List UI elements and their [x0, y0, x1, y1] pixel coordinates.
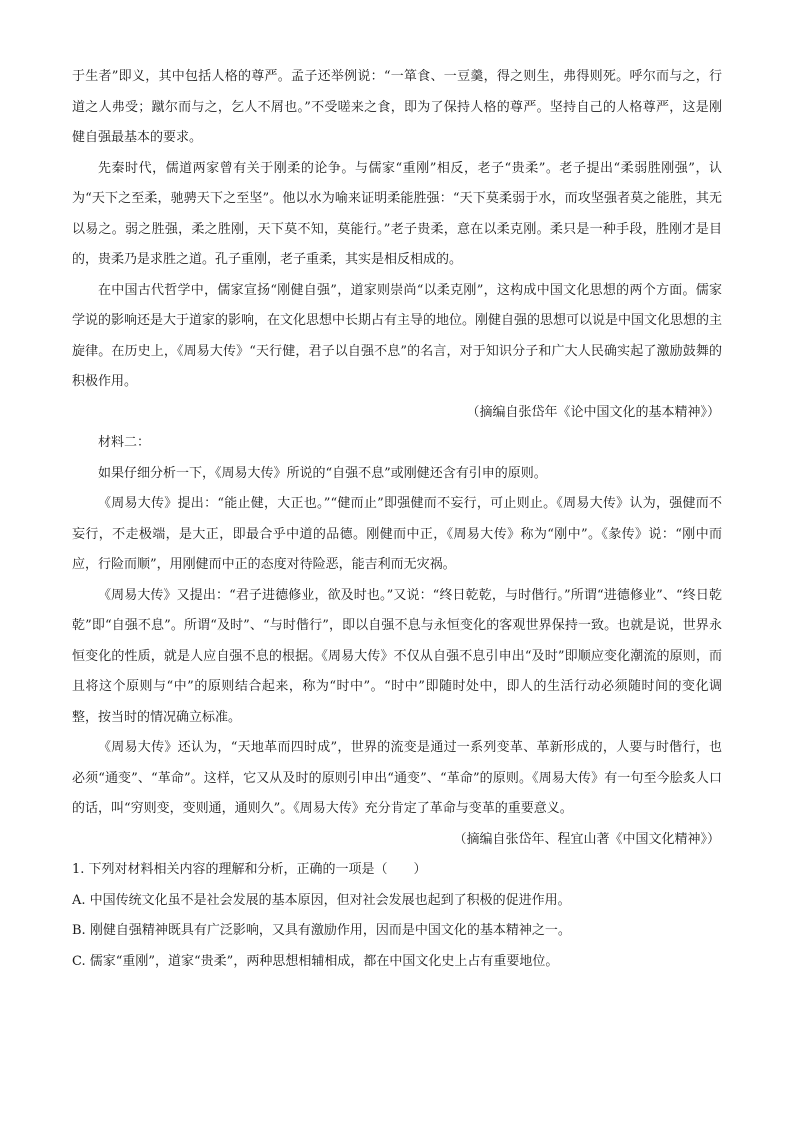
- option-a: A. 中国传统文化虽不是社会发展的基本原因，但对社会发展也起到了积极的促进作用。: [72, 892, 571, 908]
- paragraph-1: 于生者”即义，其中包括人格的尊严。孟子还举例说：“一箪食、一豆羹，得之则生，弗得则死。呼尔而与之，行道之人弗受；蹴尔而与之，乞人不屑也。”不受嗟来之食，即为了保持人格的尊严。坚持自己的人格尊严，这是刚健自强最基本的要求。: [72, 69, 722, 145]
- paragraph-3: 在中国古代哲学中，儒家宣扬“刚健自强”，道家则崇尚“以柔克刚”，这构成中国文化思想的两个方面。儒家学说的影响还是大于道家的影响，在文化思想中长期占有主导的地位。刚健自强的思想可以说是中国文化思想的主旋律。在历史上，《周易大传》“天行健，君子以自强不息”的名言，对于知识分子和广大人民确实起了激励鼓舞的积极作用。: [72, 282, 723, 389]
- material-2-heading: 材料二：: [98, 435, 151, 450]
- option-c: C. 儒家“重刚”，道家“贵柔”，两种思想相辅相成，都在中国文化史上占有重要地位。: [72, 953, 559, 969]
- option-b: B. 刚健自强精神既具有广泛影响，又具有激励作用，因而是中国文化的基本精神之一。: [72, 923, 571, 938]
- paragraph-2: 先秦时代，儒道两家曾有关于刚柔的论争。与儒家“重刚”相反，老子“贵柔”。老子提出“柔弱胜刚强”，认为“天下之至柔，驰骋天下之至坚”。他以水为喻来证明柔能胜强：“天下莫柔弱于水，而攻坚强者莫之能胜，其无以易之。弱之胜强，柔之胜刚，天下莫不知，莫能行。”老子贵柔，意在以柔克刚。柔只是一种手段，胜刚才是目的，贵柔乃是求胜之道。孔子重刚，老子重柔，其实是相反相成的。: [72, 160, 722, 267]
- paragraph-4: 如果仔细分析一下，《周易大传》所说的“自强不息”或刚健还含有引申的原则。: [98, 465, 547, 481]
- question-stem: 1. 下列对材料相关内容的理解和分析，正确的一项是（ ）: [72, 862, 427, 877]
- paragraph-7: 《周易大传》还认为，“天地革而四时成”，世界的流变是通过一系列变革、革新形成的，人要与时偕行，也必须“通变”、“革命”。这样，它又从及时的原则引申出“通变”、“革命”的原则。《周易大传》有一句至今脍炙人口的话，叫“穷则变，变则通，通则久”。《周易大传》充分肯定了革命与变革的重要意义。: [72, 740, 722, 816]
- source-citation-1: （摘编自张岱年《论中国文化的基本精神》）: [466, 404, 720, 420]
- paragraph-6: 《周易大传》又提出：“君子进德修业，欲及时也。”又说：“终日乾乾，与时偕行。”所谓“进德修业”、“终日乾乾”即“自强不息”。所谓“及时”、“与时偕行”，即以自强不息与永恒变化的客观世界保持一致。也就是说，世界永恒变化的性质，就是人应自强不息的根据。《周易大传》不仅从自强不息引申出“及时”即顺应变化潮流的原则，而且将这个原则与“中”的原则结合起来，称为“时中”。“时中”即随时处中，即人的生活行动必须随时间的变化调整，按当时的情况确立标准。: [72, 587, 722, 725]
- paragraph-5: 《周易大传》提出：“能止健，大正也。”“健而止”即强健而不妄行，可止则止。《周易大传》认为，强健而不妄行，不走极端，是大正，即最合乎中道的品德。刚健而中正，《周易大传》称为“刚中”。《彖传》说：“刚中而应，行险而顺”，用刚健而中正的态度对待险恶，能吉利而无灾祸。: [72, 496, 722, 572]
- source-citation-2: （摘编自张岱年、程宜山著《中国文化精神》）: [453, 831, 720, 847]
- document-page: [72, 62, 722, 977]
